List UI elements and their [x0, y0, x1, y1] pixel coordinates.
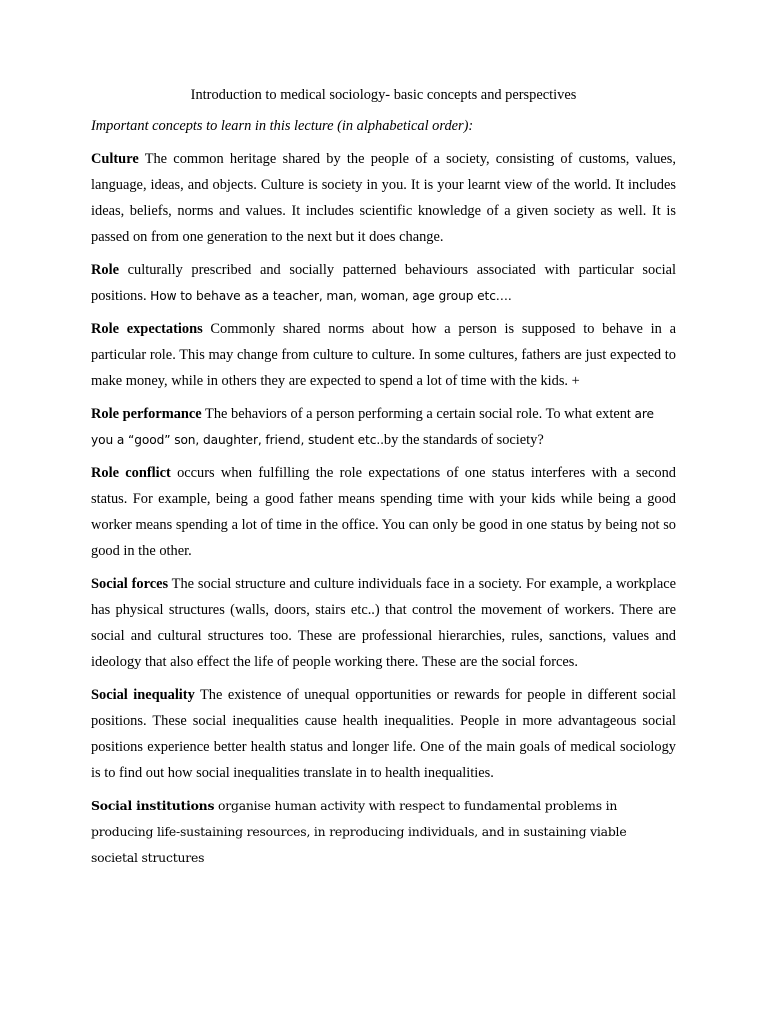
entry-term: Social institutions: [91, 798, 215, 813]
entry-term: Role performance: [91, 406, 202, 422]
entry-social-institutions: [91, 793, 676, 871]
entry-text-alt: are you a “good” son, daughter, friend, student etc..: [91, 407, 654, 447]
entry-culture: [91, 146, 676, 250]
entry-text-after: by the standards of society?: [383, 432, 544, 448]
entry-role-performance: [91, 401, 676, 453]
document-subtitle: Important concepts to learn in this lecture (in alphabetical order):: [91, 118, 474, 134]
entry-role-expectations: [91, 316, 676, 394]
entry-text: The existence of unequal opportunities or rewards for people in different social positions. These social inequalities cause health inequalities. People in more advantageous social positions experience better health status and longer life. One of the main goals of medical sociology is to find out how social inequalities translate in to health inequalities.: [91, 687, 676, 781]
entry-term: Role expectations: [91, 321, 203, 337]
entry-term: Culture: [91, 151, 139, 167]
entry-text: The behaviors of a person performing a certain social role. To what extent: [201, 406, 635, 422]
entry-text-alt: How to behave as a teacher, man, woman, age group etc….: [150, 289, 512, 303]
entry-text: Commonly shared norms about how a person is supposed to behave in a particular role. This may change from culture to culture. In some cultures, fathers are just expected to make money, while in others they are expected to spend a lot of time with the kids. +: [91, 321, 676, 389]
entry-term: Role conflict: [91, 465, 171, 481]
entry-social-inequality: [91, 682, 676, 786]
entry-text: The social structure and culture individuals face in a society. For example, a workplace has physical structures (walls, doors, stairs etc..) that control the movement of workers. There are social and cultural structures too. These are professional hierarchies, rules, sanctions, values and ideology that also effect the life of people working there. These are the social forces.: [91, 576, 676, 670]
entry-text: The common heritage shared by the people of a society, consisting of customs, values, language, ideas, and objects. Culture is society in you. It is your learnt view of the world. It includes ideas, beliefs, norms and values. It includes scientific knowledge of a given society as well. It is passed on from one generation to the next but it does change.: [91, 151, 676, 245]
entry-term: Social inequality: [91, 687, 195, 703]
entry-text: culturally prescribed and socially patterned behaviours associated with particular social positions.: [91, 262, 676, 304]
entry-social-forces: [91, 571, 676, 675]
entry-text: organise human activity with respect to fundamental problems in producing life-sustaining resources, in reproducing individuals, and in sustaining viable societal structures: [91, 798, 627, 865]
entry-text: occurs when fulfilling the role expectations of one status interferes with a second status. For example, being a good father means spending time with your kids while being a good worker means spending a lot of time in the office. You can only be good in one status by being not so good in the other.: [91, 465, 676, 559]
document-title: Introduction to medical sociology- basic concepts and perspectives: [190, 87, 577, 103]
entry-role-conflict: [91, 460, 676, 564]
entry-term: Social forces: [91, 576, 169, 592]
entry-term: Role: [91, 262, 119, 278]
entry-role: [91, 257, 676, 309]
